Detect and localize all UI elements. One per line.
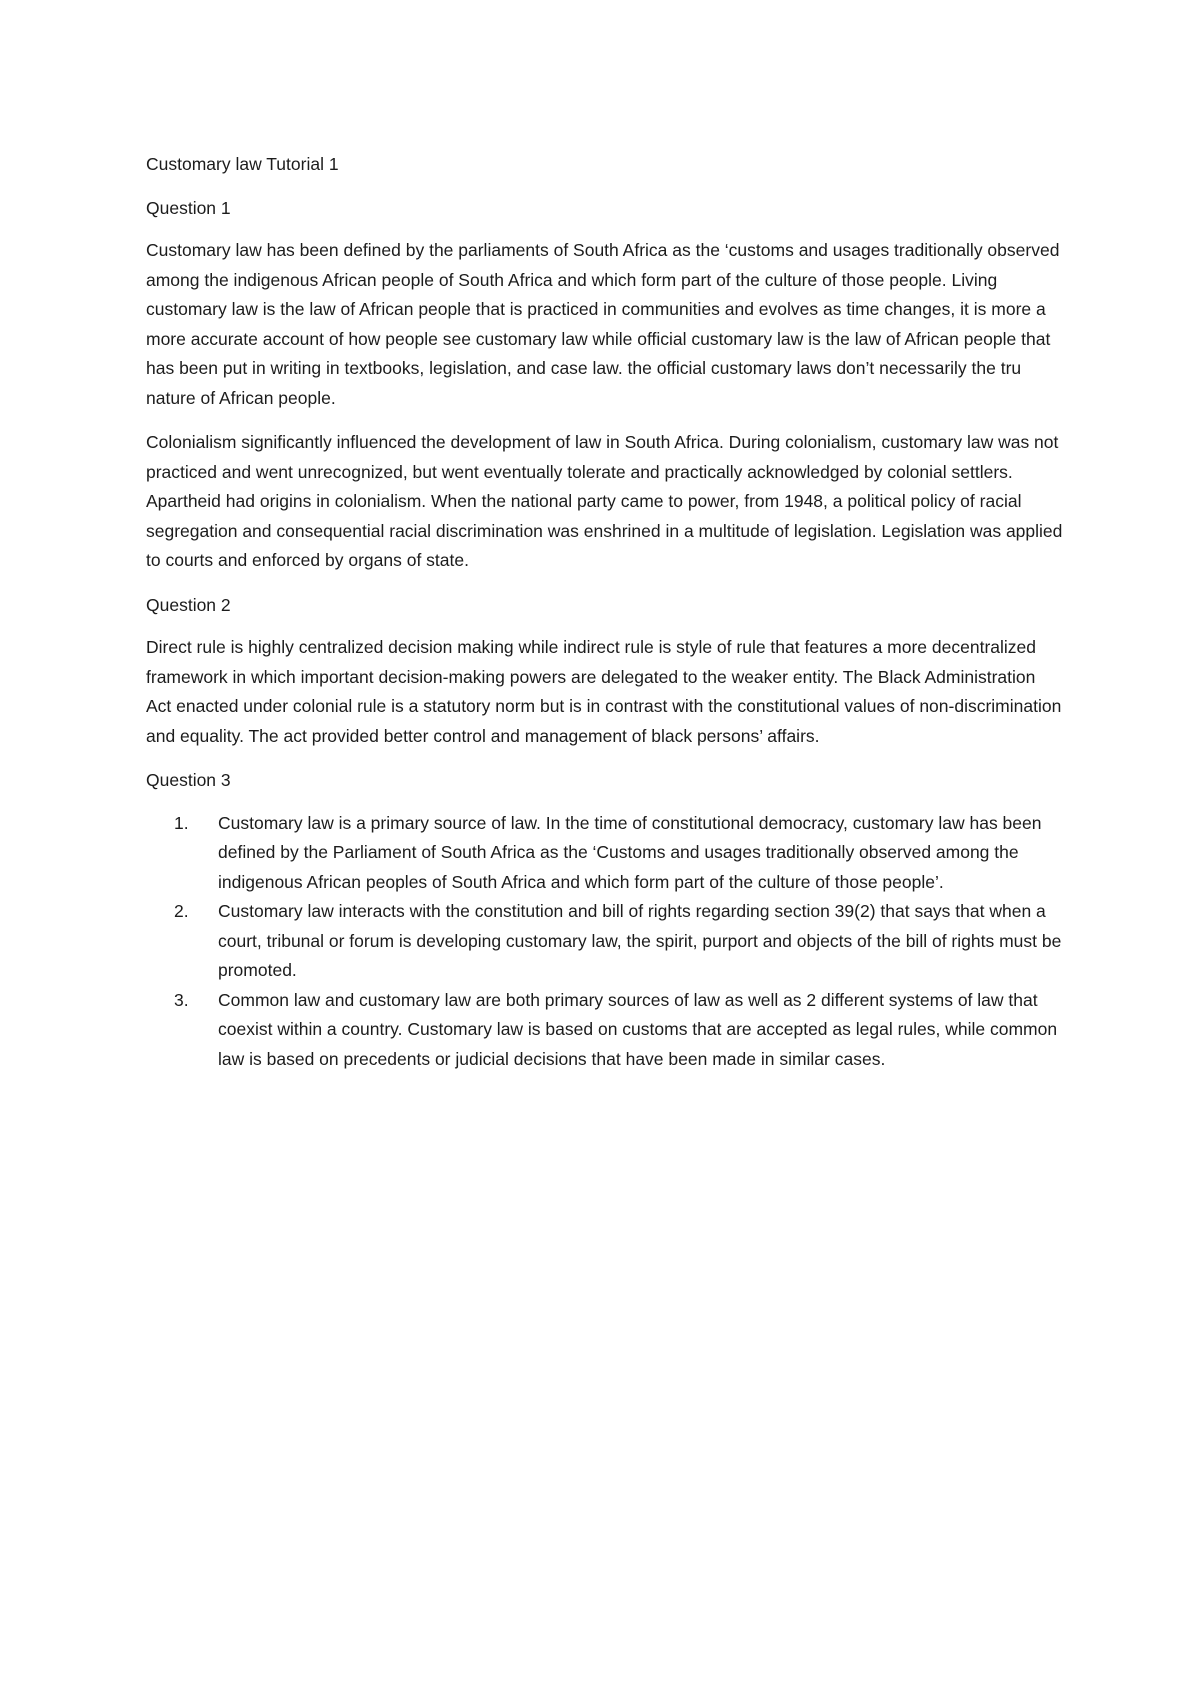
question-3-list: [146, 809, 1064, 1075]
list-item: [146, 809, 1064, 898]
question-2-paragraph-1: Direct rule is highly centralized decision making while indirect rule is style of rule that features a more decentralized framework in which important decision-making powers are delegated to the weaker entity. The Black Administration Act enacted under colonial rule is a statutory norm but is in contrast with the constitutional values of non-discrimination and equality. The act provided better control and management of black persons’ affairs.: [146, 637, 1062, 746]
question-1-heading: Question 1: [146, 197, 231, 218]
document-body: [146, 150, 1064, 1074]
list-item-text: Customary law is a primary source of law. In the time of constitutional democracy, customary law has been defined by the Parliament of South Africa as the ‘Customs and usages traditionally observed among the indigenous African peoples of South Africa and which form part of the culture of those people’.: [218, 812, 1042, 892]
list-item-number: 2.: [174, 901, 189, 921]
list-item-number: 1.: [174, 812, 189, 833]
list-item-text: Customary law interacts with the constitution and bill of rights regarding section 39(2) that says that when a court, tribunal or forum is developing customary law, the spirit, purport and objects of the bill of rights must be promoted.: [218, 901, 1062, 980]
document-title: Customary law Tutorial 1: [146, 154, 339, 174]
list-item: [146, 986, 1064, 1075]
question-1-paragraph-1: Customary law has been defined by the parliaments of South Africa as the ‘customs and usages traditionally observed among the indigenous African people of South Africa and which form part of the culture of those people. Living customary law is the law of African people that is practiced in communities and evolves as time changes, it is more a more accurate account of how people see customary law while official customary law is the law of African people that has been put in writing in textbooks, legislation, and case law. the official customary laws don’t necessarily the tru nature of African people.: [146, 240, 1060, 408]
list-item-text: Common law and customary law are both primary sources of law as well as 2 different systems of law that coexist within a country. Customary law is based on customs that are accepted as legal rules, while common law is based on precedents or judicial decisions that have been made in similar cases.: [218, 989, 1058, 1069]
question-2-heading: Question 2: [146, 594, 231, 615]
list-item: [146, 897, 1064, 986]
list-item-number: 3.: [174, 989, 189, 1010]
question-1-paragraph-2: Colonialism significantly influenced the development of law in South Africa. During colonialism, customary law was not practiced and went unrecognized, but went eventually tolerate and practically acknowledged by colonial settlers. Apartheid had origins in colonialism. When the national party came to power, from 1948, a political policy of racial segregation and consequential racial discrimination was enshrined in a multitude of legislation. Legislation was applied to courts and enforced by organs of state.: [146, 432, 1063, 570]
question-3-heading: Question 3: [146, 770, 231, 790]
